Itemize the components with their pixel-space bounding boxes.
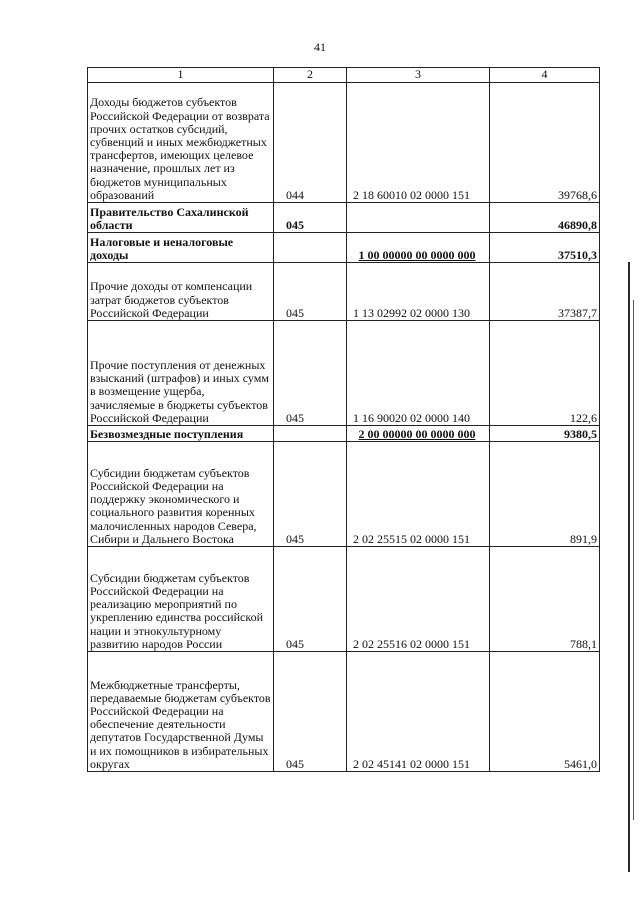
table-row: [88, 426, 600, 442]
row-admin-code: 044: [274, 83, 347, 203]
row-name: Субсидии бюджетам субъектов Российской Федерации на реализацию мероприятий по укреплению единства российской нации и этнокультурному развитию народов России: [88, 547, 274, 652]
row-amount: 37510,3: [490, 233, 600, 263]
budget-table: [87, 67, 600, 772]
row-budget-code: 2 00 00000 00 0000 000: [347, 426, 490, 442]
row-name: Безвозмездные поступления: [88, 426, 274, 442]
header-col-4: 4: [490, 68, 600, 83]
row-name: Налоговые и неналоговые доходы: [88, 233, 274, 263]
scan-edge-mark: [628, 262, 630, 872]
table-row: [88, 203, 600, 233]
row-budget-code: 1 00 00000 00 0000 000: [347, 233, 490, 263]
row-budget-code: [347, 203, 490, 233]
table-header-row: [88, 68, 600, 83]
scan-edge-mark: [633, 300, 634, 820]
table-row: [88, 263, 600, 321]
row-amount: 5461,0: [490, 652, 600, 772]
row-budget-code: 2 02 25516 02 0000 151: [347, 547, 490, 652]
row-amount: 122,6: [490, 321, 600, 426]
row-admin-code: 045: [274, 652, 347, 772]
row-admin-code: [274, 426, 347, 442]
row-admin-code: 045: [274, 263, 347, 321]
row-budget-code: 2 02 25515 02 0000 151: [347, 442, 490, 547]
row-name: Субсидии бюджетам субъектов Российской Федерации на поддержку экономического и социального развития коренных малочисленных народов Севера, Сибири и Дальнего Востока: [88, 442, 274, 547]
row-name: Правительство Сахалинской области: [88, 203, 274, 233]
row-admin-code: 045: [274, 547, 347, 652]
page-number: 41: [314, 40, 326, 54]
row-name: Прочие доходы от компенсации затрат бюджетов субъектов Российской Федерации: [88, 263, 274, 321]
table-row: [88, 233, 600, 263]
row-amount: 46890,8: [490, 203, 600, 233]
row-budget-code: 2 02 45141 02 0000 151: [347, 652, 490, 772]
row-name: Доходы бюджетов субъектов Российской Федерации от возврата прочих остатков субсидий, субвенций и иных межбюджетных трансфертов, имеющих целевое назначение, прошлых лет из бюджетов муниципальных образований: [88, 83, 274, 203]
row-admin-code: 045: [274, 321, 347, 426]
row-name: Прочие поступления от денежных взысканий (штрафов) и иных сумм в возмещение ущерба, зачисляемые в бюджеты субъектов Российской Федерации: [88, 321, 274, 426]
table-row: [88, 83, 600, 203]
table-row: [88, 442, 600, 547]
table-row: [88, 652, 600, 772]
row-admin-code: 045: [274, 442, 347, 547]
row-amount: 39768,6: [490, 83, 600, 203]
row-admin-code: 045: [274, 203, 347, 233]
row-budget-code: 1 13 02992 02 0000 130: [347, 263, 490, 321]
row-amount: 891,9: [490, 442, 600, 547]
header-col-1: 1: [88, 68, 274, 83]
table-row: [88, 547, 600, 652]
row-amount: 788,1: [490, 547, 600, 652]
header-col-3: 3: [347, 68, 490, 83]
row-budget-code: 2 18 60010 02 0000 151: [347, 83, 490, 203]
table-row: [88, 321, 600, 426]
header-col-2: 2: [274, 68, 347, 83]
row-name: Межбюджетные трансферты, передаваемые бюджетам субъектов Российской Федерации на обеспечение деятельности депутатов Государственной Думы и их помощников в избирательных округах: [88, 652, 274, 772]
row-amount: 9380,5: [490, 426, 600, 442]
row-amount: 37387,7: [490, 263, 600, 321]
row-admin-code: [274, 233, 347, 263]
row-budget-code: 1 16 90020 02 0000 140: [347, 321, 490, 426]
